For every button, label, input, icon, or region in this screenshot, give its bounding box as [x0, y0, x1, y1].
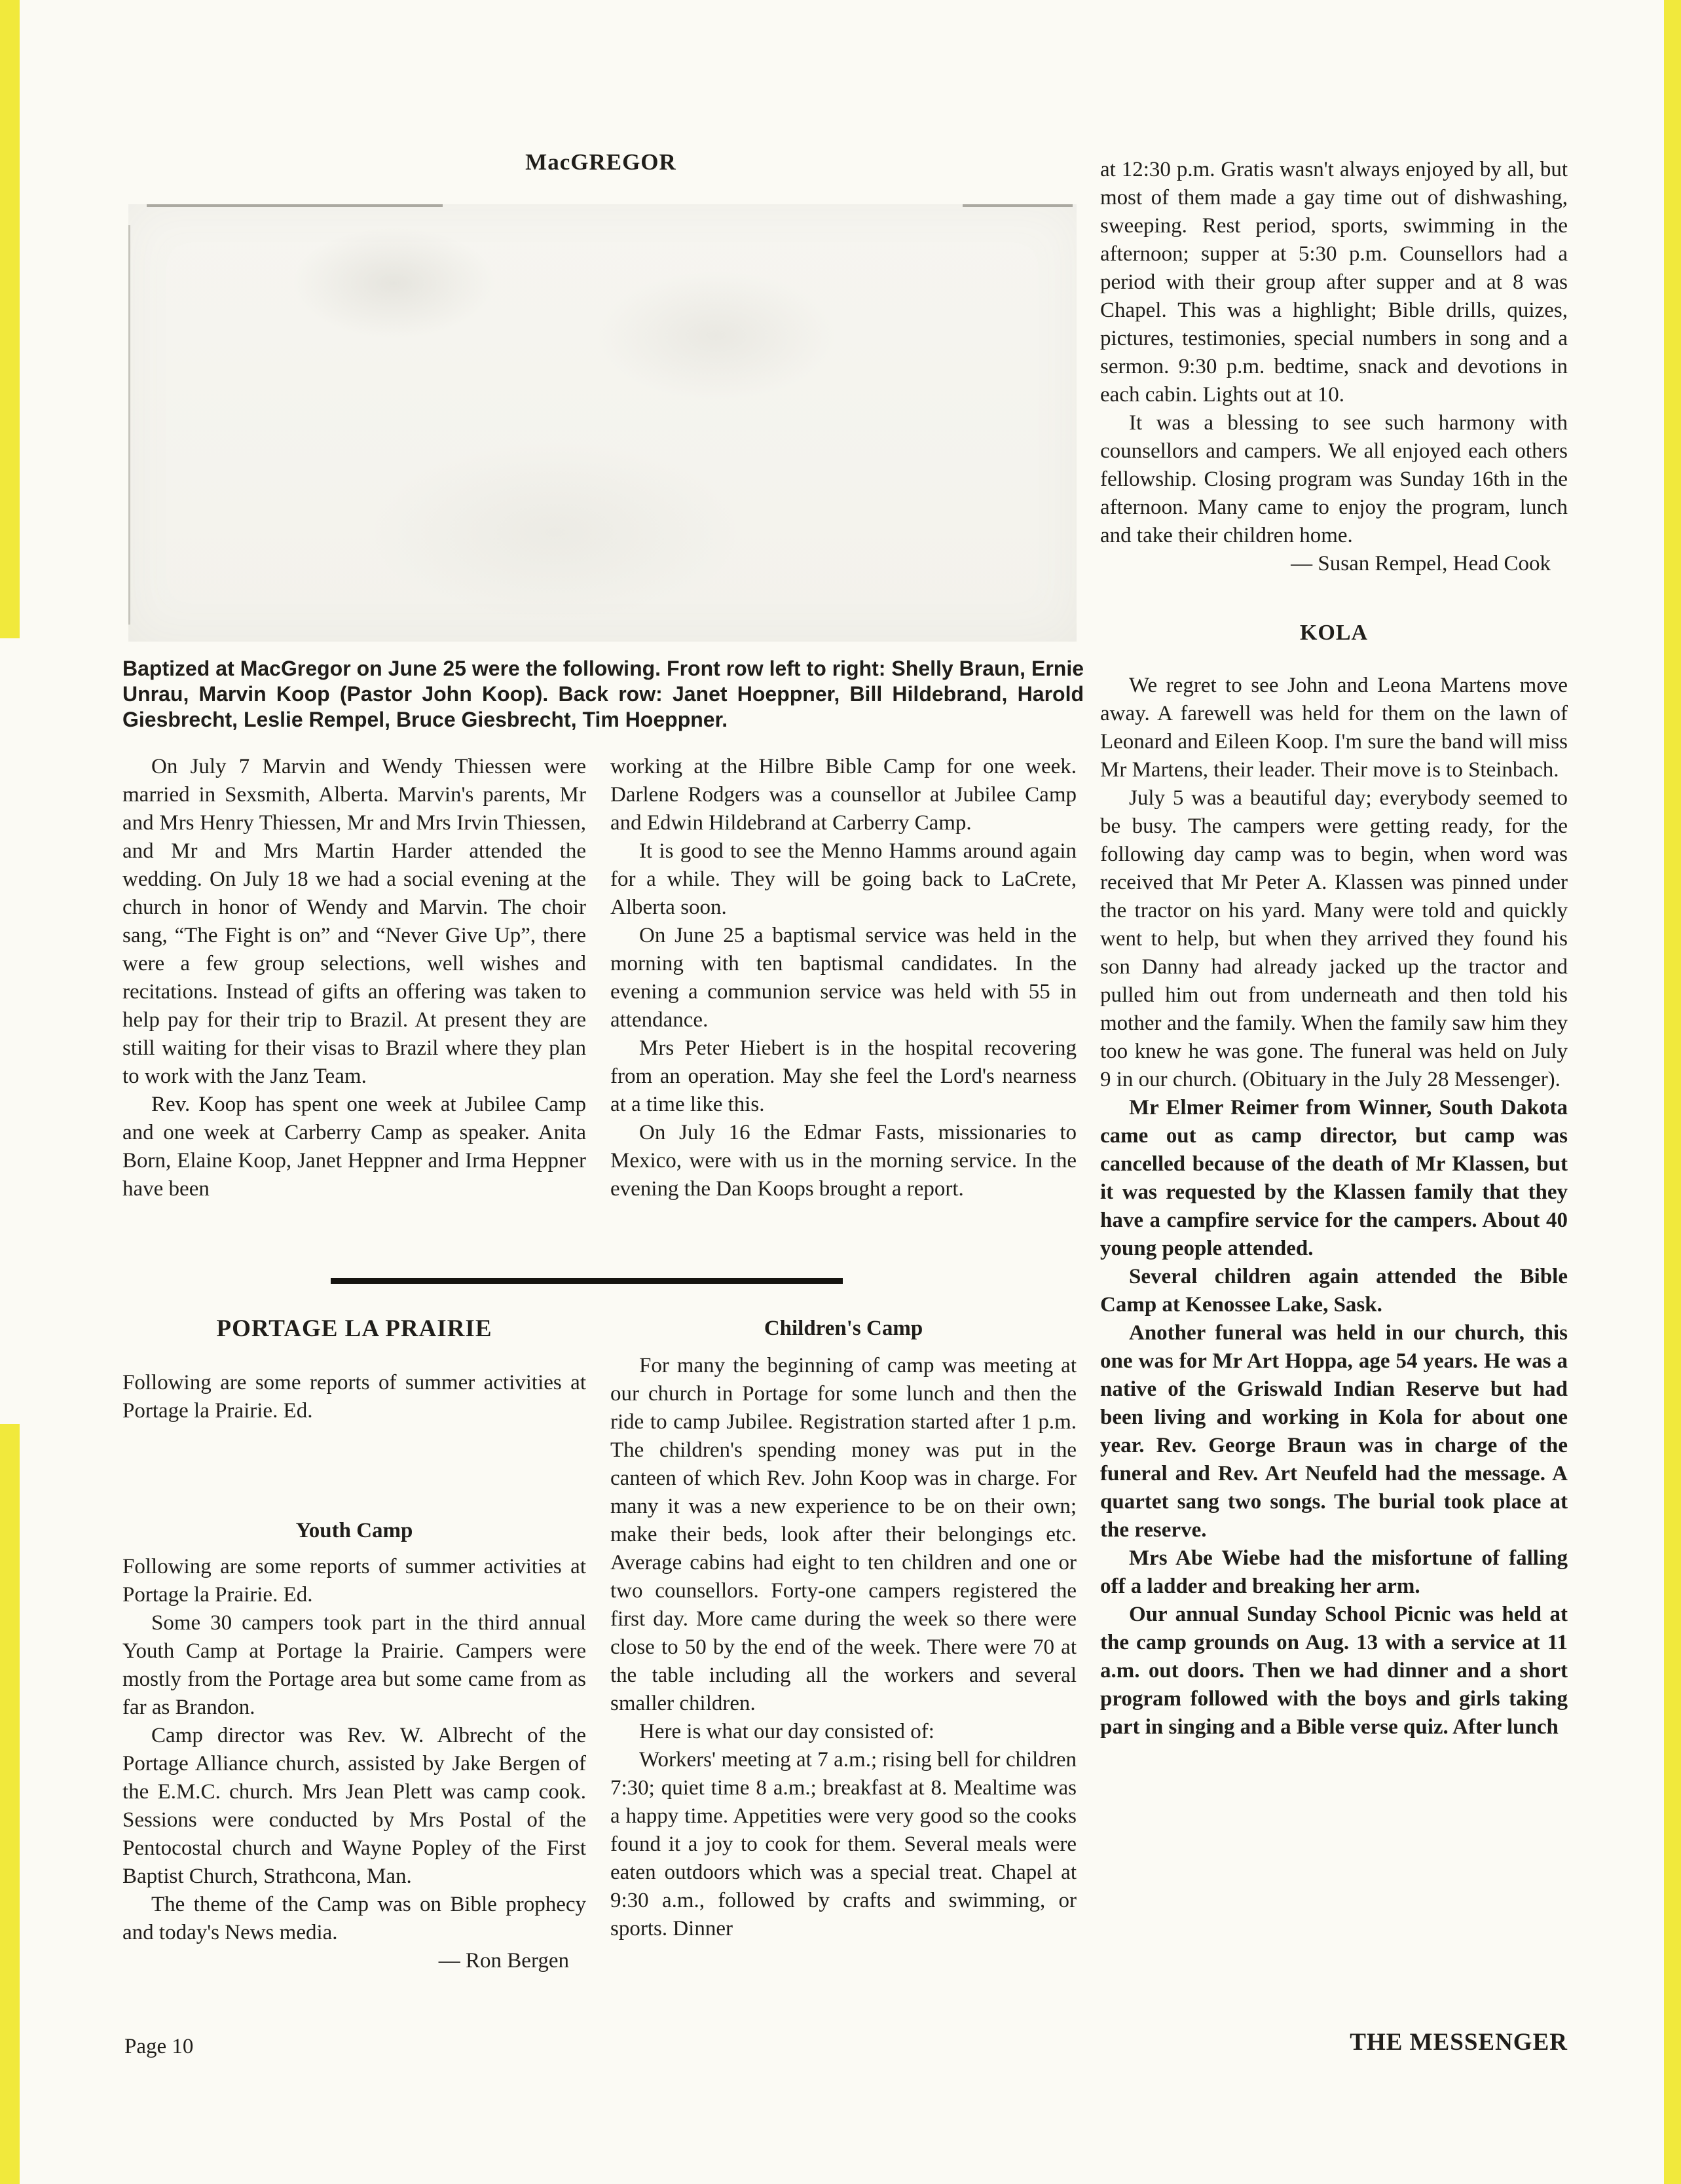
- paragraph: Several children again attended the Bible Camp at Kenossee Lake, Sask.: [1100, 1265, 1568, 1317]
- subheading-youth-camp: Youth Camp: [295, 1519, 413, 1542]
- paragraph: Camp director was Rev. W. Albrecht of the Portage Alliance church, assisted by Jake Bergen of the E.M.C. church. Mrs Jean Plett was camp cook. Sessions were conducted by Mrs Postal of the Pentocostal church and Wayne Popley of the First Baptist Church, Strathcona, Man.: [122, 1724, 586, 1888]
- paragraph: It was a blessing to see such harmony with counsellors and campers. We all enjoyed each others fellowship. Closing program was Sunday 16th in the afternoon. Many came to enjoy the program, lunch and take their children home.: [1100, 411, 1568, 547]
- photo-edge-line: [147, 204, 443, 207]
- paragraph: Mr Elmer Reimer from Winner, South Dakota came out as camp director, but camp was cancelled because of the death of Mr Klassen, but it was requested by the Klassen family that they have a campfire service for the campers. About 40 young people attended.: [1100, 1096, 1568, 1260]
- photo-caption: Baptized at MacGregor on June 25 were the following. Front row left to right: Shelly Braun, Ernie Unrau, Marvin Koop (Pastor John Koop). Back row: Janet Hoeppner, Bill Hildebrand, Harold Giesbrecht, Leslie Rempel, Bruce Giesbrecht, Tim Hoeppner.: [122, 657, 1084, 731]
- page-edge-yellow-right: [1664, 0, 1681, 2184]
- section-divider-rule: [331, 1278, 843, 1284]
- portage-column: [122, 1315, 586, 1975]
- paragraph: Some 30 campers took part in the third annual Youth Camp at Portage la Prairie. Campers were mostly from the Portage area but some came from as far as Brandon.: [122, 1611, 586, 1719]
- section-heading-portage: PORTAGE LA PRAIRIE: [216, 1315, 492, 1342]
- page-number: Page 10: [124, 2035, 194, 2058]
- paragraph: We regret to see John and Leona Martens move away. A farewell was held for them on the lawn of Leonard and Eileen Koop. I'm sure the band will miss Mr Martens, their leader. Their move is to Steinbach.: [1100, 674, 1568, 782]
- photo-edge-line: [963, 204, 1073, 207]
- section-heading-macgregor: MacGREGOR: [525, 149, 676, 175]
- paragraph: at 12:30 p.m. Gratis wasn't always enjoyed by all, but most of them made a gay time out of dishwashing, sweeping. Rest period, sports, swimming in the afternoon; supper at 5:30 p.m. Counsellors had a period with their group after supper and at 8 was Chapel. This was a highlight; Bible drills, quizes, pictures, testimonies, special numbers in song and a sermon. 9:30 p.m. bedtime, snack and devotions in each cabin. Lights out at 10.: [1100, 158, 1568, 407]
- paragraph: Mrs Peter Hiebert is in the hospital recovering from an operation. May she feel the Lord's nearness at a time like this.: [610, 1036, 1077, 1116]
- paragraph: The theme of the Camp was on Bible prophecy and today's News media.: [122, 1893, 586, 1944]
- paragraph: On July 16 the Edmar Fasts, missionaries to Mexico, were with us in the morning service. In the evening the Dan Koops brought a report.: [610, 1121, 1077, 1201]
- paragraph: It is good to see the Menno Hamms around again for a while. They will be going back to LaCrete, Alberta soon.: [610, 839, 1077, 919]
- paragraph: Our annual Sunday School Picnic was held at the camp grounds on Aug. 13 with a service at 11 a.m. out doors. Then we had dinner and a short program followed with the boys and girls taking part in singing and a Bible verse quiz. After lunch: [1100, 1603, 1568, 1739]
- section-heading-kola: KOLA: [1299, 621, 1369, 645]
- paragraph: Following are some reports of summer activities at Portage la Prairie. Ed.: [122, 1555, 586, 1607]
- byline-susan-rempel: — Susan Rempel, Head Cook: [1291, 552, 1551, 575]
- paragraph: On July 7 Marvin and Wendy Thiessen were married in Sexsmith, Alberta. Marvin's parents, Mr and Mrs Henry Thiessen, Mr and Mrs Irvin Thiessen, and Mr and Mrs Martin Harder attended the wedding. On July 18 we had a social evening at the church in honor of Wendy and Marvin. The choir sang, “The Fight is on” and “Never Give Up”, there were a few group selections, well wishes and recitations. Instead of gifts an offering was taken to help pay for their trip to Brazil. At present they are still waiting for their visas to Brazil where they plan to work with the Janz Team.: [122, 755, 586, 1088]
- paragraph: For many the beginning of camp was meeting at our church in Portage for some lunch and then the ride to camp Jubilee. Registration started after 1 p.m. The children's spending money was put in the canteen of which Rev. John Koop was in charge. For many it was a new experience to be on their own; make their beds, look after their belongings etc. Average cabins had eight to ten children and one or two counsellors. Forty-one campers registered the first day. More came during the week so there were close to 50 by the end of the week. There were 70 at the table including all the workers and several smaller children.: [610, 1354, 1077, 1715]
- paragraph: Rev. Koop has spent one week at Jubilee Camp and one week at Carberry Camp as speaker. Anita Born, Elaine Koop, Janet Heppner and Irma Heppner have been: [122, 1093, 586, 1201]
- paragraph: working at the Hilbre Bible Camp for one week. Darlene Rodgers was a counsellor at Jubilee Camp and Edwin Hildebrand at Carberry Camp.: [610, 755, 1077, 835]
- childrens-camp-column: [610, 1315, 1077, 1943]
- page-edge-yellow-left-top: [0, 0, 20, 638]
- baptism-group-photo: [128, 204, 1077, 642]
- publication-name: THE MESSENGER: [1350, 2029, 1568, 2056]
- byline-ron-bergen: — Ron Bergen: [438, 1949, 569, 1973]
- macgregor-left-column: [122, 753, 586, 1203]
- paragraph: On June 25 a baptismal service was held in the morning with ten baptismal candidates. In the evening a communion service was held with 55 in attendance.: [610, 924, 1077, 1032]
- paragraph: July 5 was a beautiful day; everybody seemed to be busy. The campers were getting ready, for the following day camp was to begin, when word was received that Mr Peter A. Klassen was pinned under the tractor on his yard. Many were told and quickly went to help, but when they arrived they found his son Danny had already jacked up the tractor and pulled him out from underneath and then told his mother and the family. When the family saw him they too knew he was gone. The funeral was held on July 9 in our church. (Obituary in the July 28 Messenger).: [1100, 786, 1568, 1091]
- paragraph: Following are some reports of summer activities at Portage la Prairie. Ed.: [122, 1371, 586, 1423]
- macgregor-middle-column: [610, 753, 1077, 1203]
- photo-edge-line: [128, 225, 130, 625]
- page-edge-yellow-left-bottom: [0, 1424, 20, 2184]
- paragraph: Another funeral was held in our church, this one was for Mr Art Hoppa, age 54 years. He was a native of the Griswald Indian Reserve but had been living and working in Kola for about one year. Rev. George Braun was in charge of the funeral and Rev. Art Neufeld had the message. A quartet sang two songs. The burial took place at the reserve.: [1100, 1321, 1568, 1542]
- right-column: [1100, 156, 1568, 1741]
- subheading-childrens-camp: Children's Camp: [764, 1317, 923, 1340]
- paragraph: Mrs Abe Wiebe had the misfortune of falling off a ladder and breaking her arm.: [1100, 1546, 1568, 1598]
- paragraph: Here is what our day consisted of:: [639, 1720, 934, 1743]
- paragraph: Workers' meeting at 7 a.m.; rising bell for children 7:30; quiet time 8 a.m.; breakfast at 8. Mealtime was a happy time. Appetities were very good so the cooks found it a joy to cook for them. Several meals were eaten outdoors which was a special treat. Chapel at 9:30 a.m., followed by crafts and swimming, or sports. Dinner: [610, 1748, 1077, 1940]
